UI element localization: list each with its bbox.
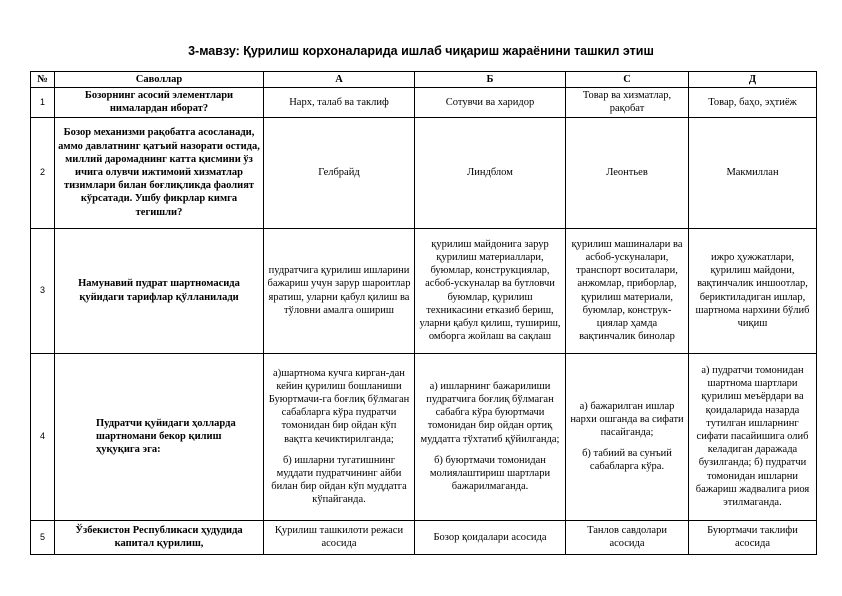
question-cell: Намунавий пудрат шартномасида қуйидаги тарифлар қўлланилади: [55, 228, 264, 353]
answer-b-cell: Линдблом: [415, 117, 566, 228]
table-row: [31, 117, 817, 228]
answer-d-cell: Буюртмачи таклифи асосида: [689, 520, 817, 554]
answer-d-cell: Макмиллан: [689, 117, 817, 228]
answer-d-cell: ижро ҳужжатлари, қурилиш майдони, вақтинчалик иншоотлар, бериктиладиган ишлар, шартнома нархини бўлиб чиқиш: [689, 228, 817, 353]
table-header-row: [31, 72, 817, 88]
table-row: [31, 353, 817, 520]
answer-c-cell: [566, 353, 689, 520]
answer-a-part-2: б) ишларни тугатишнинг муддати пудратчининг айби билан бир ойдан кўп муддатга кўпайганда.: [271, 454, 407, 506]
table-row: [31, 88, 817, 117]
answer-a-cell: пудратчига қурилиш ишларини бажариш учун зарур шароитлар яратиш, уларни қабул қилиш ва тўловни амалга ошириш: [264, 228, 415, 353]
answer-b-cell: қурилиш майдонига зарур қурилиш материаллари, буюмлар, конструкциялар, асбоб-ускуналар ва бутловчи буюмлар, қурилиш техникасини етказиб бериш, уларни қабул қилиш, тушириш, омборга жойлаш ва сақлаш: [415, 228, 566, 353]
page-title: 3-мавзу: Қурилиш корхоналарида ишлаб чиқариш жараёнини ташкил этиш: [188, 44, 654, 58]
answer-b-cell: [415, 353, 566, 520]
answer-b-cell: Бозор қоидалари асосида: [415, 520, 566, 554]
answer-a-cell: [264, 353, 415, 520]
row-number: 4: [31, 353, 55, 520]
answer-c-cell: Танлов савдолари асосида: [566, 520, 689, 554]
table-row: [31, 228, 817, 353]
question-cell: Бозор механизми рақобатга асосланади, аммо давлатнинг қатъий назорати остида, миллий даромаднинг катта қисмини ўз ичига олувчи ижтимоий хизматлар тизимлари билан боғлиқликда фаолият кўрсатади. Ушбу фикрлар кимга тегишли?: [55, 117, 264, 228]
answer-b-part-2: б) буюртмачи томонидан молиялаштириш шартлари бажарилмаганда.: [429, 454, 551, 493]
answer-a-cell: Қурилиш ташкилоти режаси асосида: [264, 520, 415, 554]
question-text: Пудратчи қуйидаги ҳолларда шартномани бекор қилиш ҳуқуқига эга:: [96, 417, 236, 456]
header-number: №: [31, 72, 55, 88]
answer-b-cell: Сотувчи ва харидор: [415, 88, 566, 117]
question-cell: [55, 353, 264, 520]
quiz-table: [30, 71, 817, 555]
answer-c-cell: Леонтьев: [566, 117, 689, 228]
header-option-d: Д: [689, 72, 817, 88]
header-questions: Саволлар: [55, 72, 264, 88]
header-option-b: Б: [415, 72, 566, 88]
row-number: 2: [31, 117, 55, 228]
row-number: 1: [31, 88, 55, 117]
header-option-a: А: [264, 72, 415, 88]
header-option-c: С: [566, 72, 689, 88]
answer-d-cell: а) пудратчи томонидан шартнома шартлари қурилиш меъёрдари ва қоидаларида назарда тутилган ишларнинг сифати пасайишига олиб келадиган даражада бузилганда; б) пудратчи томонидан ишларни бажариш жадвалига риоя этилмаганда.: [689, 353, 817, 520]
answer-b-part-1: а) ишларнинг бажарилиши пудратчига боғлиқ бўлмаган сабабга кўра буюртмачи томонидан бир ойдан ортиқ муддатга тўхтатиб қўйилганда;: [420, 380, 560, 445]
question-cell: Бозорнинг асосий элементлари нималардан иборат?: [55, 88, 264, 117]
question-cell: Ўзбекистон Республикаси ҳудудида капитал қурилиш,: [55, 520, 264, 554]
answer-a-cell: Нарх, талаб ва таклиф: [264, 88, 415, 117]
answer-c-cell: Товар ва хизматлар, рақобат: [566, 88, 689, 117]
row-number: 5: [31, 520, 55, 554]
answer-c-part-1: а) бажарилган ишлар нархи ошганда ва сифати пасайганда;: [570, 400, 684, 438]
answer-c-cell: қурилиш машиналари ва асбоб-ускуналари, транспорт воситалари, анжомлар, приборлар, қурилиш материали, буюмлар, конструк-циялар ҳамда вақтинчалик бинолар: [566, 228, 689, 353]
answer-d-cell: Товар, баҳо, эҳтиёж: [689, 88, 817, 117]
answer-a-part-1: а)шартнома кучга кирган-дан кейин қурилиш бошланиши Буюртмачи-га боғлиқ бўлмаган сабабларга кўра пудратчи томонидан бир ойдан кўп вақтга кечиктирилганда;: [268, 367, 410, 445]
table-row: [31, 520, 817, 554]
answer-a-cell: Гелбрайд: [264, 117, 415, 228]
row-number: 3: [31, 228, 55, 353]
answer-c-part-2: б) табиий ва сунъий сабабларга кўра.: [582, 448, 672, 473]
